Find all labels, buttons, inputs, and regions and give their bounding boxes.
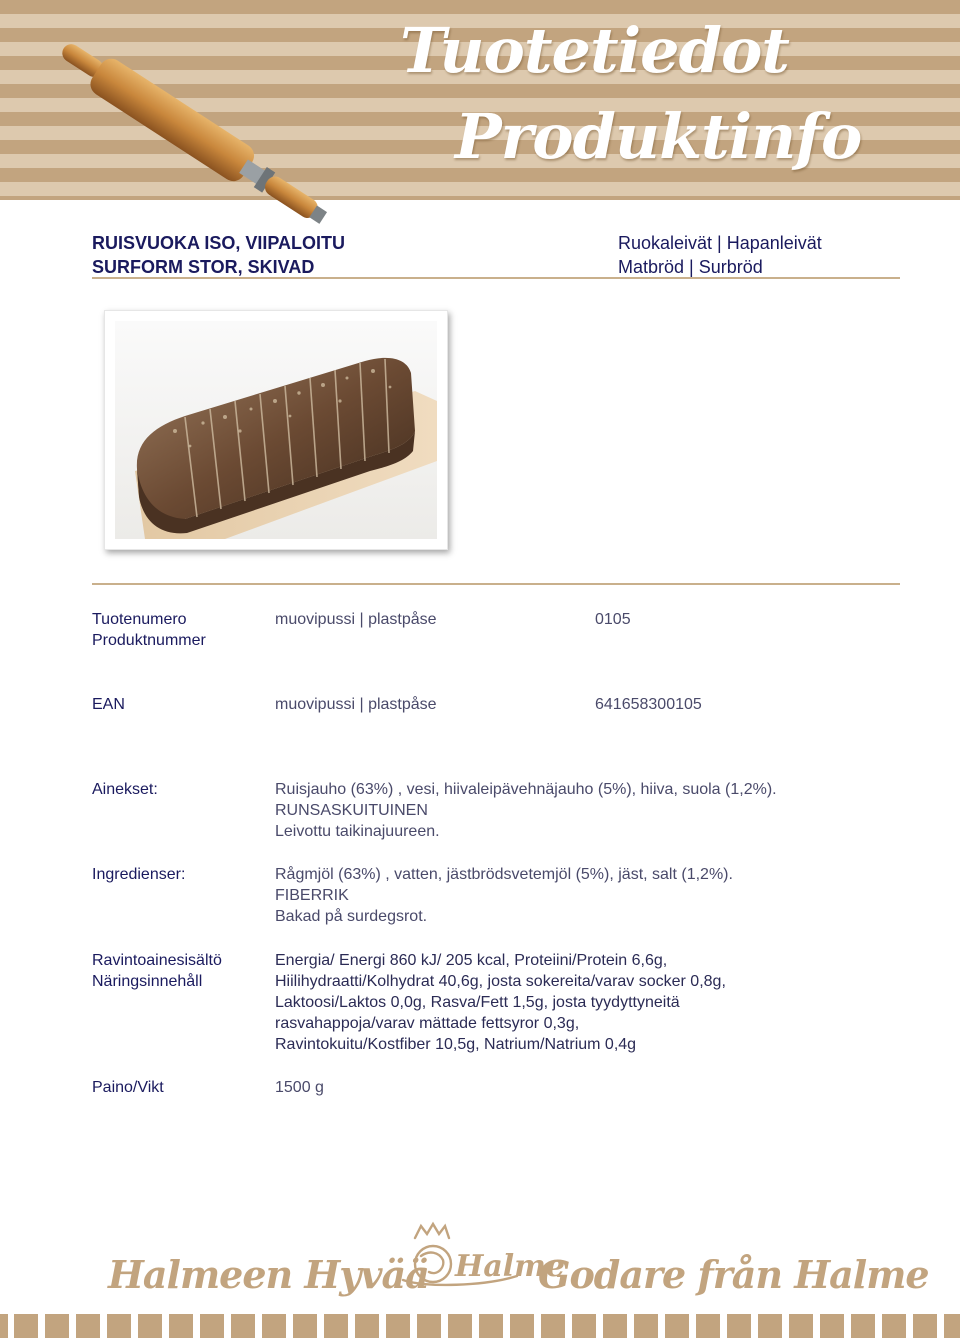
ingredients-fi-text: [275, 779, 777, 842]
nutrition-label: [92, 950, 222, 992]
product-name: [92, 231, 345, 279]
header-banner: [0, 0, 960, 200]
nutrition-line: Laktoosi/Laktos 0,0g, Rasva/Fett 1,5g, josta tyydyttyneitä: [275, 994, 680, 1011]
product-number-value: 0105: [595, 611, 631, 628]
product-category: [618, 231, 822, 279]
ingredients-sv-text: [275, 864, 733, 927]
nutrition-line: Ravintokuitu/Kostfiber 10,5g, Natrium/Natrium 0,4g: [275, 1036, 637, 1053]
halme-logo: [395, 1220, 566, 1312]
ean-value: 641658300105: [595, 696, 702, 713]
product-number-label-swedish: Produktnummer: [92, 632, 206, 649]
nutrition-line: rasvahappoja/varav mättade fettsyror 0,3g,: [275, 1015, 580, 1032]
nutrition-line: Hiilihydraatti/Kolhydrat 40,6g, josta sokereita/varav socker 0,8g,: [275, 973, 726, 990]
ingredients-sv-line: Bakad på surdegsrot.: [275, 908, 428, 925]
logo-text: Halme: [455, 1249, 566, 1284]
divider-middle: [92, 583, 900, 585]
footer-decorative-squares: [0, 1314, 960, 1338]
product-name-finnish: RUISVUOKA ISO, VIIPALOITU: [92, 233, 346, 253]
nutrition-line: Energia/ Energi 860 kJ/ 205 kcal, Proteiini/Protein 6,6g,: [275, 952, 668, 969]
rolling-pin-illustration: [60, 40, 390, 225]
slogan-swedish: Godare från Halme: [538, 1252, 929, 1297]
product-photo: [104, 310, 448, 550]
product-number-package: muovipussi | plastpåse: [275, 611, 437, 628]
ingredients-fi-line: Leivottu taikinajuureen.: [275, 823, 440, 840]
product-category-swedish: Matbröd | Surbröd: [618, 257, 763, 277]
ean-package: muovipussi | plastpåse: [275, 696, 437, 713]
ean-label: EAN: [92, 696, 125, 713]
product-number-label: [92, 609, 206, 651]
slogan-finnish: Halmeen Hyvää: [108, 1252, 429, 1297]
nutrition-label-swedish: Näringsinnehåll: [92, 973, 203, 990]
divider-top: [92, 277, 900, 279]
banner-title-swedish: Produktinfo: [455, 100, 862, 173]
nutrition-label-finnish: Ravintoainesisältö: [92, 952, 222, 969]
weight-value: 1500 g: [275, 1079, 324, 1096]
ingredients-fi-line: Ruisjauho (63%) , vesi, hiivaleipävehnäjauho (5%), hiiva, suola (1,2%).: [275, 781, 777, 798]
product-number-label-finnish: Tuotenumero: [92, 611, 187, 628]
ingredients-sv-label: Ingredienser:: [92, 866, 186, 883]
ingredients-fi-label: Ainekset:: [92, 781, 158, 798]
product-name-swedish: SURFORM STOR, SKIVAD: [92, 257, 315, 277]
nutrition-text: [275, 950, 726, 1055]
ingredients-sv-line: Rågmjöl (63%) , vatten, jästbrödsvetemjöl (5%), jäst, salt (1,2%).: [275, 866, 733, 883]
banner-title-finnish: Tuotetiedot: [400, 14, 789, 87]
rye-bread-image: [115, 321, 437, 539]
weight-label: Paino/Vikt: [92, 1079, 164, 1096]
ingredients-fi-line: RUNSASKUITUINEN: [275, 802, 428, 819]
ingredients-sv-line: FIBERRIK: [275, 887, 349, 904]
product-category-finnish: Ruokaleivät | Hapanleivät: [618, 233, 822, 253]
